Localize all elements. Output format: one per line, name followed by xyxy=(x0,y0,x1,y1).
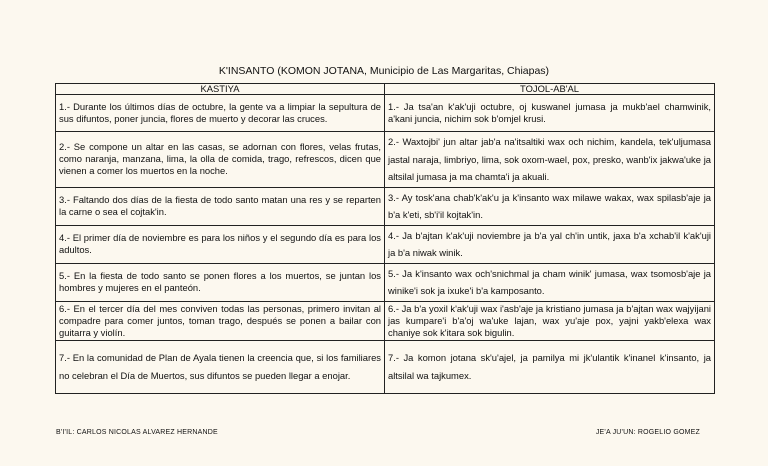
cell-tojolabal: 3.- Ay tosk'ana chab'k'ak'u ja k'insanto wax milawe wakax, wax spilasb'aje ja b'a k'eti, sb'i'il kojtak'in. xyxy=(385,187,715,225)
cell-kastiya: 7.- En la comunidad de Plan de Ayala tienen la creencia que, si los familiares no celebran el Día de Muertos, sus difuntos se pueden llegar a enojar. xyxy=(56,340,385,393)
cell-tojolabal: 2.- Waxtojbi' jun altar jab'a na'itsaltiki wax och nichim, kandela, tek'uljumasa jastal naraja, limbriyo, lima, sok oxom-wael, pox, presko, wanb'ix jakwa'uke ja altsilal jumasa ja ma chamta'i ja akuali. xyxy=(385,132,715,188)
table-row xyxy=(56,132,715,188)
table-row xyxy=(56,263,715,301)
cell-kastiya: 2.- Se compone un altar en las casas, se adornan con flores, velas frutas, como naranja, manzana, lima, la olla de comida, trago, refrescos, dicen que vienen a comer los muertos en la noche. xyxy=(56,132,385,188)
cell-tojolabal: 7.- Ja komon jotana sk'u'ajel, ja pamilya mi jk'ulantik k'inanel k'insanto, ja altsilal wa tajkumex. xyxy=(385,340,715,393)
cell-tojolabal: 5.- Ja k'insanto wax och'snichmal ja cham winik' jumasa, wax tsomosb'aje ja winike'i sok ja ixuke'i b'a kamposanto. xyxy=(385,263,715,301)
cell-tojolabal: 4.- Ja b'ajtan k'ak'uji noviembre ja b'a yal ch'in untik, jaxa b'a xchab'il k'ak'uji ja b'a niwak winik. xyxy=(385,225,715,263)
cell-kastiya: 1.- Durante los últimos días de octubre, la gente va a limpiar la sepultura de sus difuntos, poner juncia, flores de muerto y decorar las cruces. xyxy=(56,95,385,132)
cell-kastiya: 5.- En la fiesta de todo santo se ponen flores a los muertos, se juntan los hombres y mujeres en el panteón. xyxy=(56,263,385,301)
bilingual-table xyxy=(55,83,715,394)
footer-author: B'I'IL: CARLOS NICOLAS ALVAREZ HERNANDE xyxy=(56,429,218,436)
page-title: K'INSANTO (KOMON JOTANA, Municipio de Las Margaritas, Chiapas) xyxy=(218,65,550,77)
table-row xyxy=(56,225,715,263)
table-row xyxy=(56,301,715,340)
header-tojolabal: TOJOL-AB'AL xyxy=(385,84,715,95)
cell-tojolabal: 1.- Ja tsa'an k'ak'uji octubre, oj kuswanel jumasa ja mukb'ael chamwinik, a'kani juncia, nichim sok b'omjel krusi. xyxy=(385,95,715,132)
header-kastiya: KASTIYA xyxy=(56,84,385,95)
footer-reviewer: JE'A JU'UN: ROGELIO GOMEZ xyxy=(595,429,700,436)
table-row xyxy=(56,187,715,225)
cell-kastiya: 6.- En el tercer día del mes conviven todas las personas, primero invitan al compadre para comer juntos, toman trago, después se ponen a bailar con guitarra y violín. xyxy=(56,301,385,340)
table-header-row xyxy=(56,84,715,95)
cell-kastiya: 4.- El primer día de noviembre es para los niños y el segundo día es para los adultos. xyxy=(56,225,385,263)
cell-kastiya: 3.- Faltando dos días de la fiesta de todo santo matan una res y se reparten la carne o sea el cojtak'in. xyxy=(56,187,385,225)
cell-tojolabal: 6.- Ja b'a yoxil k'ak'uji wax i'asb'aje ja kristiano jumasa ja b'ajtan wax wajyijani jas kumpare'i b'a'oj wa'uke lajan, wax yu'aje pox, yajni yakb'elexa wax chaniye sok k'itara sok bigulin. xyxy=(385,301,715,340)
table-row xyxy=(56,95,715,132)
table-row xyxy=(56,340,715,393)
